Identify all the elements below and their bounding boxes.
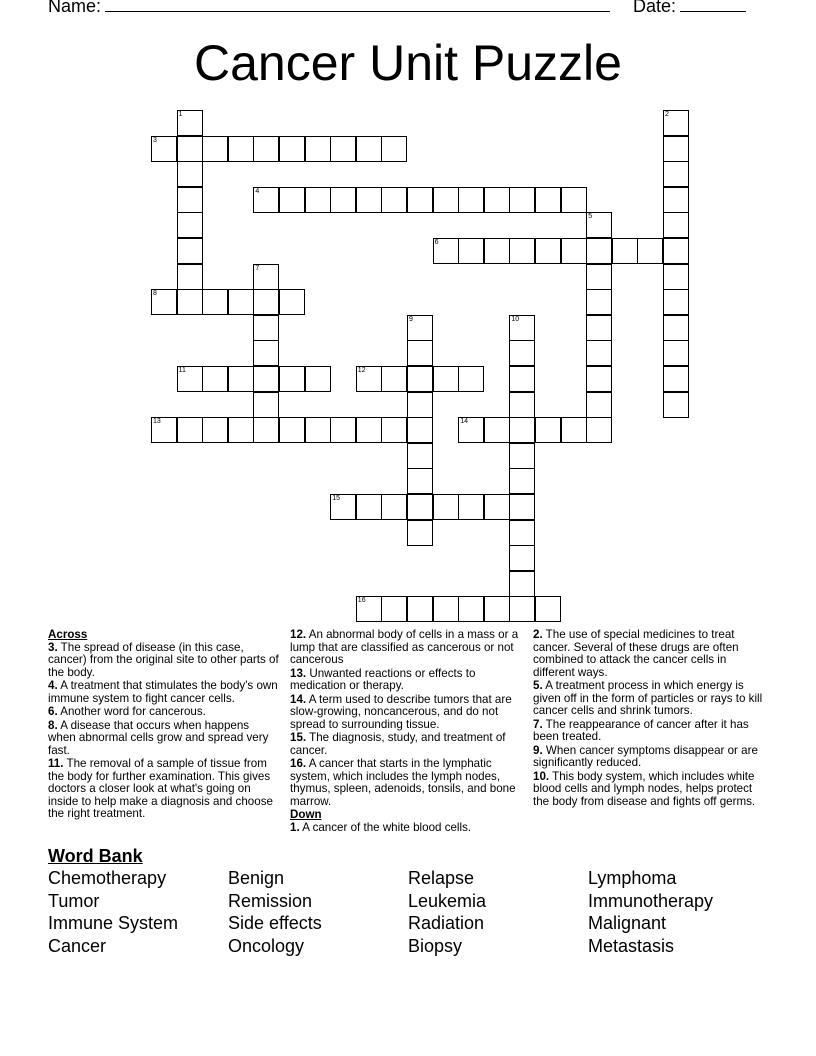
crossword-cell[interactable] <box>305 187 331 213</box>
crossword-cell[interactable] <box>535 417 561 443</box>
crossword-cell[interactable] <box>330 136 356 162</box>
crossword-cell[interactable] <box>663 212 689 238</box>
clue-text: The diagnosis, study, and treatment of cancer. <box>290 731 506 757</box>
word-bank-item: Remission <box>228 890 313 911</box>
crossword-cell[interactable] <box>458 417 484 443</box>
crossword-cell[interactable] <box>509 520 535 546</box>
clue-text: Unwanted reactions or effects to medication or therapy. <box>290 666 476 692</box>
crossword-cell[interactable] <box>484 187 510 213</box>
clue-number: 12 <box>357 367 366 374</box>
word-bank-item: Oncology <box>228 935 305 956</box>
crossword-cell[interactable] <box>407 468 433 494</box>
clue-item <box>290 732 526 757</box>
crossword-cell[interactable] <box>330 494 356 520</box>
clue-text: A disease that occurs when happens when abnormal cells grow and spread very fast. <box>48 718 269 757</box>
crossword-cell[interactable] <box>407 392 433 418</box>
word-bank-item: Tumor <box>48 890 100 911</box>
crossword-cell[interactable] <box>253 136 279 162</box>
crossword-cell[interactable] <box>356 136 382 162</box>
crossword-cell[interactable] <box>535 187 561 213</box>
crossword-cell[interactable] <box>253 264 279 290</box>
clue-text: A term used to describe tumors that are slow-growing, noncancerous, and do not spread to surrounding tissue. <box>290 692 512 731</box>
crossword-cell[interactable] <box>330 417 356 443</box>
crossword-cell[interactable] <box>535 596 561 622</box>
crossword-cell[interactable] <box>356 417 382 443</box>
crossword-cell[interactable] <box>305 417 331 443</box>
clue-item <box>533 629 769 679</box>
crossword-cell[interactable] <box>535 238 561 264</box>
crossword-cell[interactable] <box>586 238 612 264</box>
clue-number: 1 <box>178 111 183 118</box>
crossword-cell[interactable] <box>407 443 433 469</box>
crossword-cell[interactable] <box>663 289 689 315</box>
crossword-cell[interactable] <box>305 366 331 392</box>
clue-number: 12. <box>290 628 307 641</box>
clue-text: The use of special medicines to treat cancer. Several of these drugs are often combined to attack the cancer cells in different ways. <box>533 628 739 679</box>
crossword-cell[interactable] <box>253 417 279 443</box>
crossword-cell[interactable] <box>586 340 612 366</box>
crossword-cell[interactable] <box>458 187 484 213</box>
crossword-cell[interactable] <box>151 417 177 443</box>
crossword-cell[interactable] <box>407 494 433 520</box>
clues-column-1 <box>48 629 280 822</box>
crossword-cell[interactable] <box>381 136 407 162</box>
date-label: Date: <box>633 0 677 16</box>
clue-item <box>533 745 769 770</box>
crossword-cell[interactable] <box>279 187 305 213</box>
crossword-cell[interactable] <box>202 136 228 162</box>
crossword-cell[interactable] <box>509 315 535 341</box>
clues-column-3 <box>533 629 769 809</box>
clue-text: A cancer that starts in the lymphatic system, which includes the lymph nodes, thymus, spleen, adenoids, tonsils, and bone marrow. <box>290 757 516 808</box>
crossword-cell[interactable] <box>663 340 689 366</box>
crossword-cell[interactable] <box>177 289 203 315</box>
crossword-cell[interactable] <box>433 187 459 213</box>
crossword-cell[interactable] <box>663 264 689 290</box>
crossword-cell[interactable] <box>612 238 638 264</box>
crossword-cell[interactable] <box>305 136 331 162</box>
crossword-cell[interactable] <box>484 417 510 443</box>
crossword-cell[interactable] <box>663 392 689 418</box>
clue-number: 6 <box>434 239 439 246</box>
crossword-cell[interactable] <box>509 366 535 392</box>
crossword-cell[interactable] <box>228 417 254 443</box>
crossword-cell[interactable] <box>407 417 433 443</box>
crossword-cell[interactable] <box>509 494 535 520</box>
crossword-cell[interactable] <box>484 238 510 264</box>
crossword-cell[interactable] <box>253 366 279 392</box>
crossword-cell[interactable] <box>509 187 535 213</box>
crossword-cell[interactable] <box>433 494 459 520</box>
word-bank-item: Immune System <box>48 913 179 933</box>
crossword-cell[interactable] <box>381 187 407 213</box>
word-bank-item: Radiation <box>408 913 485 933</box>
crossword-cell[interactable] <box>202 417 228 443</box>
clue-text: The spread of disease (in this case, cancer) from the original site to other parts of the body. <box>48 640 279 679</box>
crossword-cell[interactable] <box>509 596 535 622</box>
crossword-cell[interactable] <box>177 161 203 187</box>
crossword-cell[interactable] <box>663 110 689 136</box>
crossword-cell[interactable] <box>509 545 535 571</box>
clue-item <box>533 719 769 744</box>
clue-item <box>533 680 769 718</box>
crossword-cell[interactable] <box>279 417 305 443</box>
crossword-cell[interactable] <box>202 366 228 392</box>
puzzle-title: Cancer Unit Puzzle <box>194 35 622 91</box>
clue-number: 3. <box>48 640 58 654</box>
clue-number: 13 <box>153 418 161 426</box>
crossword-cell[interactable] <box>509 238 535 264</box>
crossword-cell[interactable] <box>253 392 279 418</box>
crossword-cell[interactable] <box>561 417 587 443</box>
clue-number: 5 <box>588 213 593 221</box>
crossword-cell[interactable] <box>381 417 407 443</box>
crossword-cell[interactable] <box>407 187 433 213</box>
crossword-cell[interactable] <box>253 340 279 366</box>
crossword-cell[interactable] <box>381 494 407 520</box>
clue-text: Another word for cancerous. <box>57 705 206 718</box>
crossword-cell[interactable] <box>663 161 689 187</box>
word-bank-item: Side effects <box>228 913 322 933</box>
crossword-cell[interactable] <box>253 315 279 341</box>
crossword-cell[interactable] <box>407 315 433 341</box>
clue-item <box>48 720 280 758</box>
crossword-cell[interactable] <box>407 366 433 392</box>
crossword-cell[interactable] <box>330 187 356 213</box>
clue-item <box>48 680 280 705</box>
crossword-cell[interactable] <box>177 187 203 213</box>
crossword-cell[interactable] <box>663 315 689 341</box>
crossword-cell[interactable] <box>407 596 433 622</box>
crossword-cell[interactable] <box>177 264 203 290</box>
crossword-cell[interactable] <box>228 289 254 315</box>
clue-text: This body system, which includes white blood cells and lymph nodes, helps protect the body from disease and fights off germs. <box>533 769 756 808</box>
crossword-cell[interactable] <box>356 494 382 520</box>
clue-number: 2 <box>665 111 669 118</box>
clue-text: The reappearance of cancer after it has been treated. <box>533 717 749 743</box>
crossword-cell[interactable] <box>509 468 535 494</box>
clue-item <box>290 822 526 835</box>
crossword-cell[interactable] <box>279 136 305 162</box>
crossword-cell[interactable] <box>279 366 305 392</box>
crossword-cell[interactable] <box>458 494 484 520</box>
word-bank-item: Leukemia <box>408 890 487 911</box>
clues-column-2 <box>290 629 526 835</box>
clue-number: 11 <box>178 367 186 374</box>
clue-item <box>290 694 526 732</box>
clue-item <box>48 642 280 680</box>
clue-heading: Down <box>290 808 322 821</box>
crossword-cell[interactable] <box>509 392 535 418</box>
clue-number: 14 <box>460 418 468 426</box>
word-bank <box>48 868 768 958</box>
crossword-cell[interactable] <box>663 366 689 392</box>
clue-item <box>290 629 526 667</box>
crossword-cell[interactable] <box>381 366 407 392</box>
clue-item <box>48 758 280 821</box>
crossword-cell[interactable] <box>177 136 203 162</box>
clue-number: 9 <box>409 315 413 323</box>
clue-text: A treatment process in which energy is given off in the form of particles or rays to kill cancer cells and shrink tumors. <box>533 679 763 717</box>
word-bank-item: Metastasis <box>588 935 675 956</box>
clue-number: 15 <box>332 495 340 502</box>
crossword-cell[interactable] <box>433 238 459 264</box>
crossword-cell[interactable] <box>484 494 510 520</box>
word-bank-item: Malignant <box>588 913 667 933</box>
clue-number: 4. <box>48 679 58 692</box>
clue-number: 5. <box>533 679 543 692</box>
clue-heading: Across <box>48 628 88 641</box>
word-bank-item: Biopsy <box>408 935 463 956</box>
crossword-cell[interactable] <box>228 136 254 162</box>
clue-number: 11. <box>48 757 64 770</box>
clue-number: 16. <box>290 757 307 770</box>
crossword-cell[interactable] <box>586 315 612 341</box>
crossword-cell[interactable] <box>561 238 587 264</box>
clue-number: 6. <box>48 705 58 718</box>
crossword-cell[interactable] <box>177 110 203 136</box>
clue-text: A cancer of the white blood cells. <box>299 820 472 834</box>
crossword-cell[interactable] <box>586 366 612 392</box>
crossword-cell[interactable] <box>509 443 535 469</box>
crossword-cell[interactable] <box>177 238 203 264</box>
clue-number: 10. <box>533 769 550 783</box>
clue-number: 13. <box>290 666 307 680</box>
crossword-cell[interactable] <box>458 596 484 622</box>
crossword-cell[interactable] <box>663 238 689 264</box>
clue-number: 2. <box>533 628 543 641</box>
crossword-cell[interactable] <box>586 417 612 443</box>
crossword-cell[interactable] <box>381 596 407 622</box>
crossword-cell[interactable] <box>484 596 510 622</box>
clue-text: A treatment that stimulates the body's own immune system to fight cancer cells. <box>48 679 278 705</box>
crossword-cell[interactable] <box>586 264 612 290</box>
crossword-cell[interactable] <box>228 366 254 392</box>
crossword-cell[interactable] <box>509 571 535 597</box>
crossword-cell[interactable] <box>561 187 587 213</box>
crossword-cell[interactable] <box>458 366 484 392</box>
crossword-cell[interactable] <box>151 289 177 315</box>
crossword-cell[interactable] <box>202 289 228 315</box>
crossword-cell[interactable] <box>586 212 612 238</box>
crossword-cell[interactable] <box>509 417 535 443</box>
crossword-cell[interactable] <box>177 212 203 238</box>
clue-number: 14. <box>290 692 307 706</box>
crossword-cell[interactable] <box>586 392 612 418</box>
crossword-cell[interactable] <box>637 238 663 264</box>
clue-item <box>290 758 526 808</box>
clue-item <box>290 668 526 693</box>
clue-number: 4 <box>255 187 260 195</box>
clue-number: 1. <box>290 820 300 834</box>
crossword-cell[interactable] <box>433 366 459 392</box>
clue-number: 8. <box>48 718 58 732</box>
clue-number: 8 <box>153 290 157 298</box>
crossword-cell[interactable] <box>279 289 305 315</box>
crossword-cell[interactable] <box>407 520 433 546</box>
crossword-cell[interactable] <box>509 340 535 366</box>
crossword-cell[interactable] <box>663 187 689 213</box>
word-bank-item: Cancer <box>48 935 107 956</box>
word-bank-item: Immunotherapy <box>588 890 714 911</box>
clue-number: 7 <box>255 264 260 272</box>
name-label: Name: <box>48 0 102 16</box>
crossword-cell[interactable] <box>433 596 459 622</box>
crossword-cell[interactable] <box>177 417 203 443</box>
clue-item <box>533 771 769 809</box>
word-bank-item: Relapse <box>408 868 475 888</box>
word-bank-item: Chemotherapy <box>48 868 167 888</box>
word-bank-item: Benign <box>228 868 285 888</box>
crossword-cell[interactable] <box>586 289 612 315</box>
crossword-cell[interactable] <box>356 187 382 213</box>
clue-number: 16 <box>357 597 366 605</box>
crossword-cell[interactable] <box>253 187 279 213</box>
clue-number: 10 <box>511 315 520 323</box>
clue-text: An abnormal body of cells in a mass or a lump that are classified as cancerous or not cancerous <box>290 628 519 666</box>
clue-number: 9. <box>533 743 543 757</box>
crossword-cell[interactable] <box>356 366 382 392</box>
crossword-cell[interactable] <box>177 366 203 392</box>
clue-number: 15. <box>290 731 307 744</box>
crossword-cell[interactable] <box>253 289 279 315</box>
crossword-cell[interactable] <box>356 596 382 622</box>
word-bank-item: Lymphoma <box>588 868 677 888</box>
crossword-cell[interactable] <box>151 136 177 162</box>
crossword-cell[interactable] <box>663 136 689 162</box>
word-bank-title: Word Bank <box>48 846 143 866</box>
clue-number: 3 <box>153 136 157 144</box>
clue-number: 7. <box>533 717 543 731</box>
crossword-cell[interactable] <box>407 340 433 366</box>
clue-item <box>48 706 280 719</box>
clue-text: When cancer symptoms disappear or are significantly reduced. <box>533 743 758 769</box>
clue-text: The removal of a sample of tissue from the body for further examination. This gives doctors a closer look at what's going on inside to help make a diagnosis and choose the right treatment. <box>48 757 273 820</box>
crossword-cell[interactable] <box>458 238 484 264</box>
